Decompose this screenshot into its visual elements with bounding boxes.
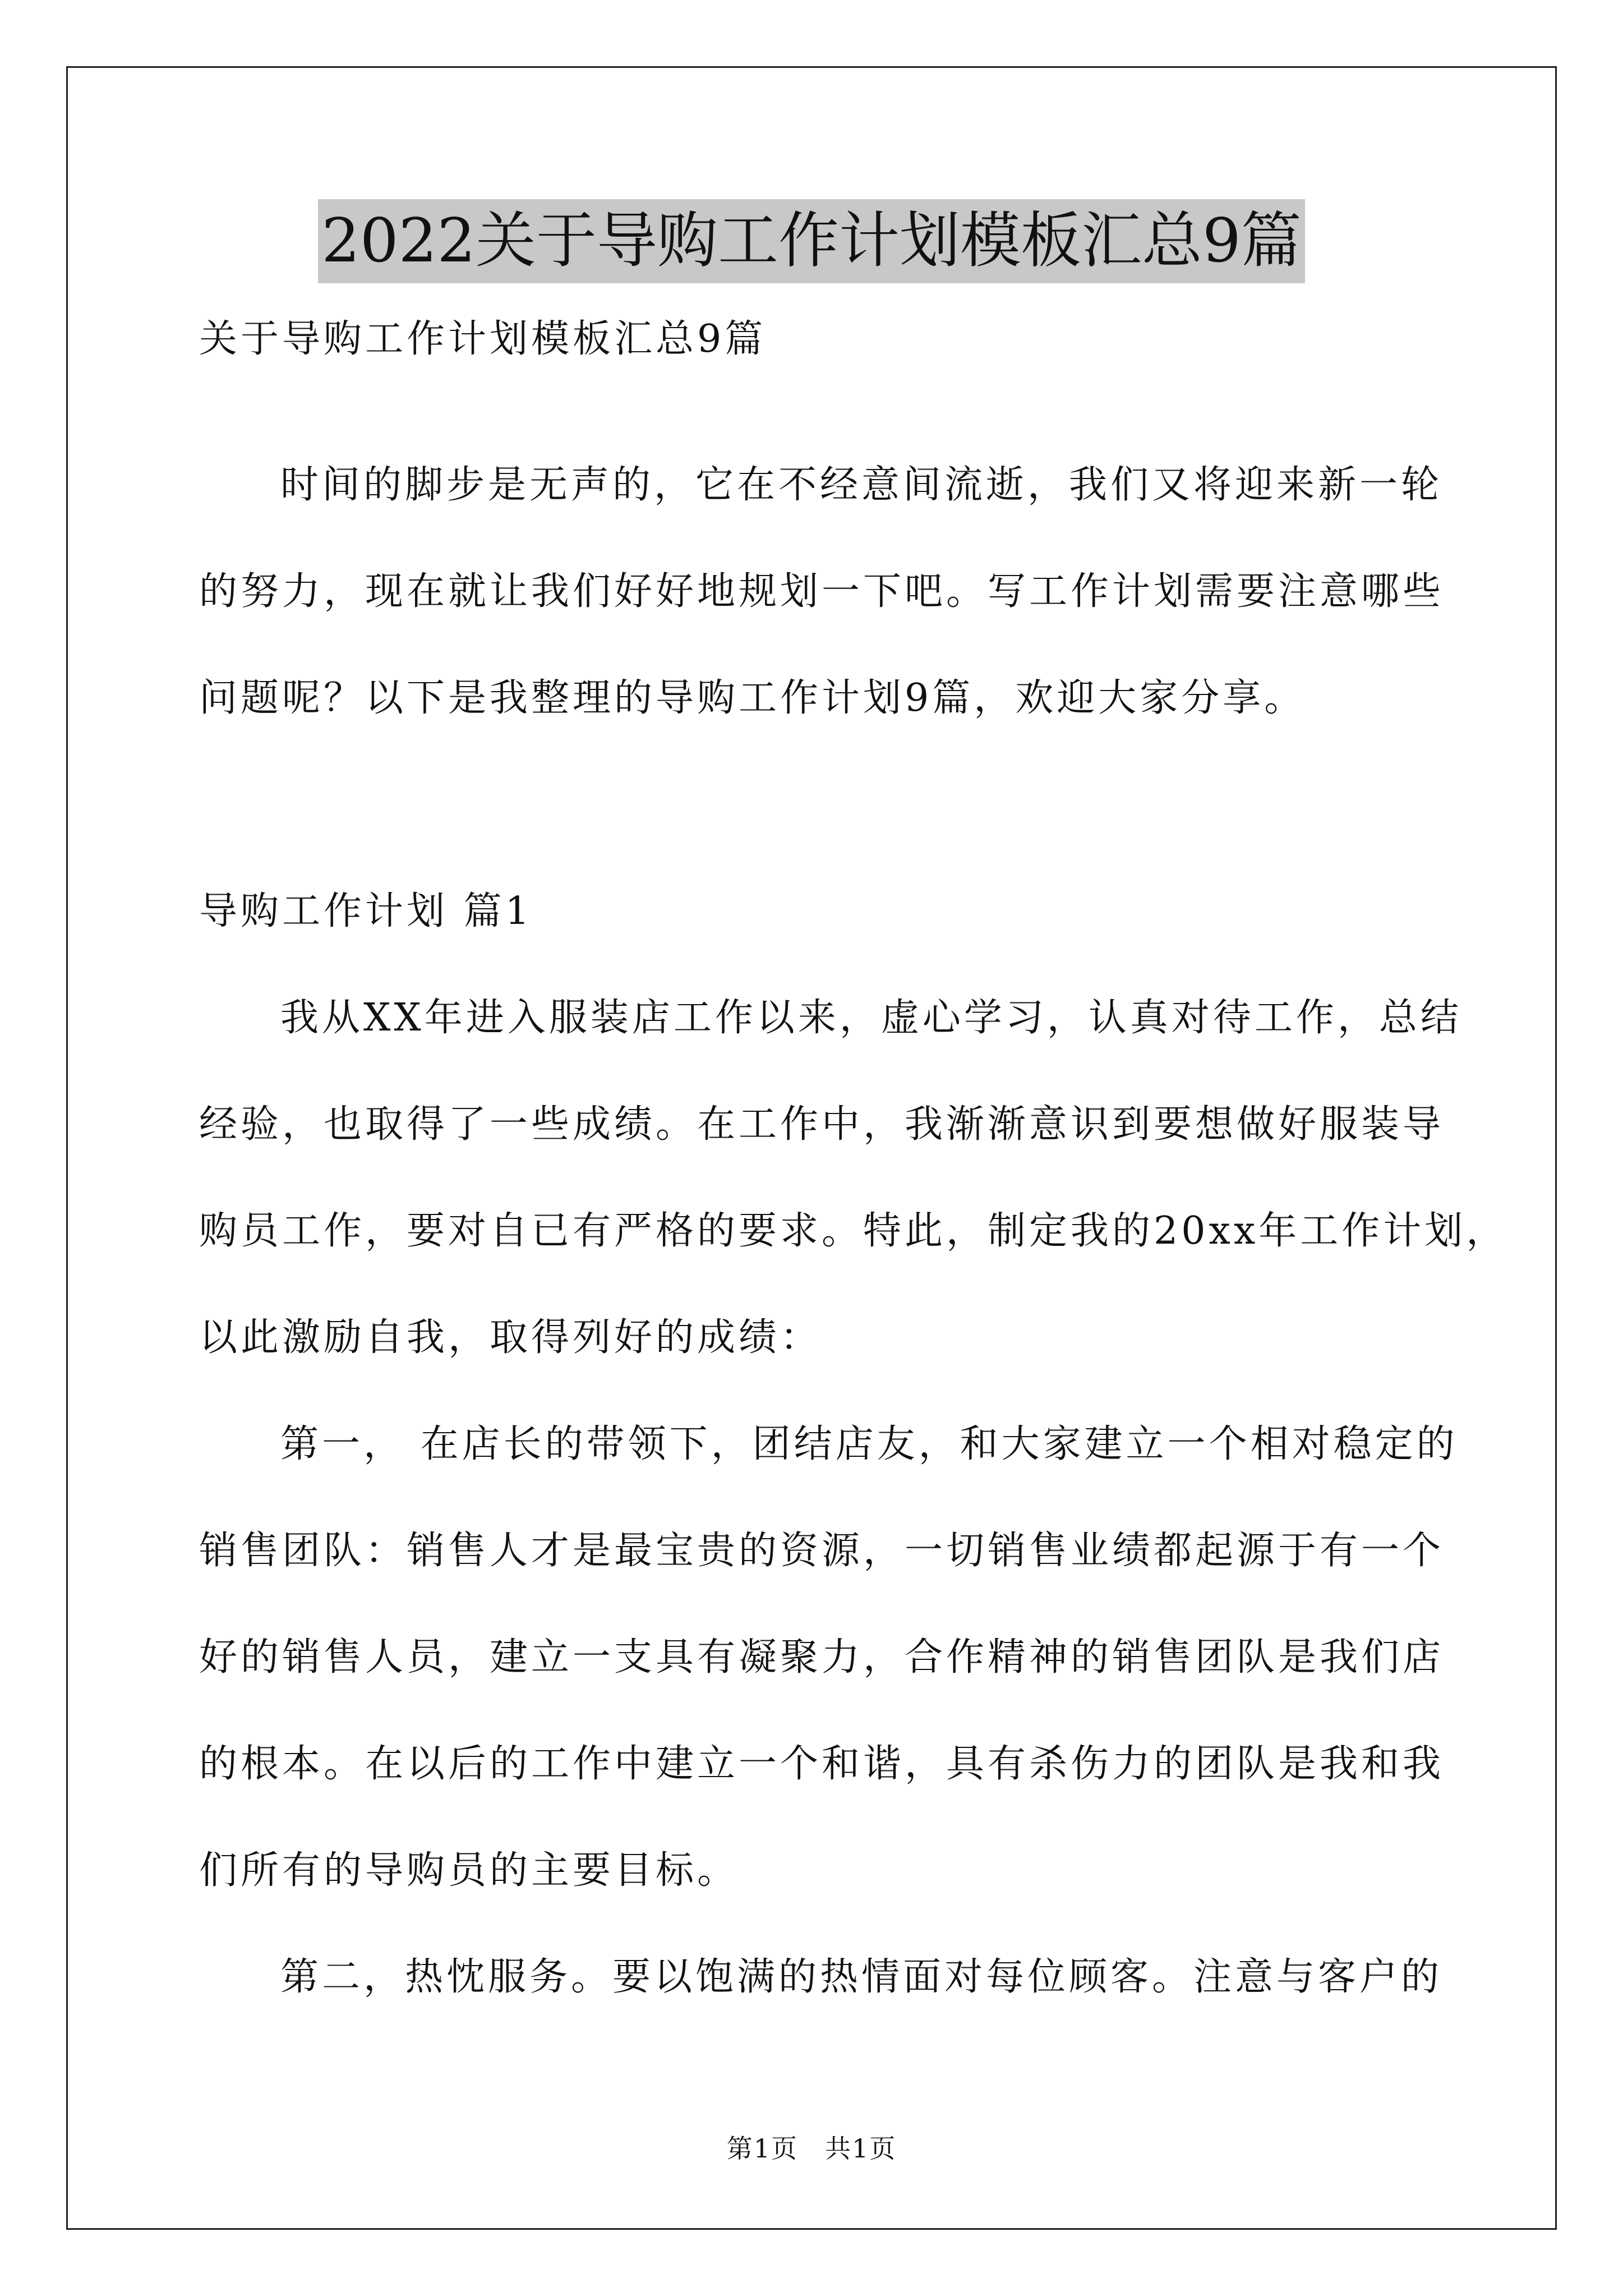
- para1-line-1: 我从XX年进入服装店工作以来，虚心学习，认真对待工作，总结: [280, 996, 1462, 1040]
- para2-line-5: 们所有的导购员的主要目标。: [199, 1848, 739, 1893]
- para1-line-2: 经验，也取得了一些成绩。在工作中，我渐渐意识到要想做好服装导: [199, 1102, 1445, 1147]
- para2-line-4: 的根本。在以后的工作中建立一个和谐，具有杀伤力的团队是我和我: [199, 1742, 1445, 1786]
- page-footer: 第1页 共1页: [726, 2133, 897, 2164]
- para2-line-1: 第一， 在店长的带领下，团结店友，和大家建立一个相对稳定的: [280, 1422, 1458, 1466]
- para2-line-3: 好的销售人员，建立一支具有凝聚力，合作精神的销售团队是我们店: [199, 1635, 1445, 1680]
- para1-line-4: 以此激励自我，取得列好的成绩：: [199, 1315, 822, 1360]
- para2-line-2: 销售团队：销售人才是最宝贵的资源，一切销售业绩都起源于有一个: [199, 1529, 1445, 1573]
- document-title: [0, 199, 1623, 283]
- document-title-text: 2022关于导购工作计划模板汇总9篇: [318, 199, 1305, 283]
- intro-line-1: 时间的脚步是无声的，它在不经意间流逝，我们又将迎来新一轮: [280, 463, 1443, 507]
- para3-line-1: 第二，热忱服务。要以饱满的热情面对每位顾客。注意与客户的: [280, 1955, 1443, 1999]
- document-subtitle: 关于导购工作计划模板汇总9篇: [199, 317, 767, 361]
- section-heading: 导购工作计划 篇1: [199, 889, 533, 933]
- intro-line-2: 的努力，现在就让我们好好地规划一下吧。写工作计划需要注意哪些: [199, 569, 1445, 614]
- intro-line-3: 问题呢？以下是我整理的导购工作计划9篇，欢迎大家分享。: [199, 676, 1306, 720]
- para1-line-3: 购员工作，要对自已有严格的要求。特此，制定我的20xx年工作计划，: [199, 1209, 1508, 1253]
